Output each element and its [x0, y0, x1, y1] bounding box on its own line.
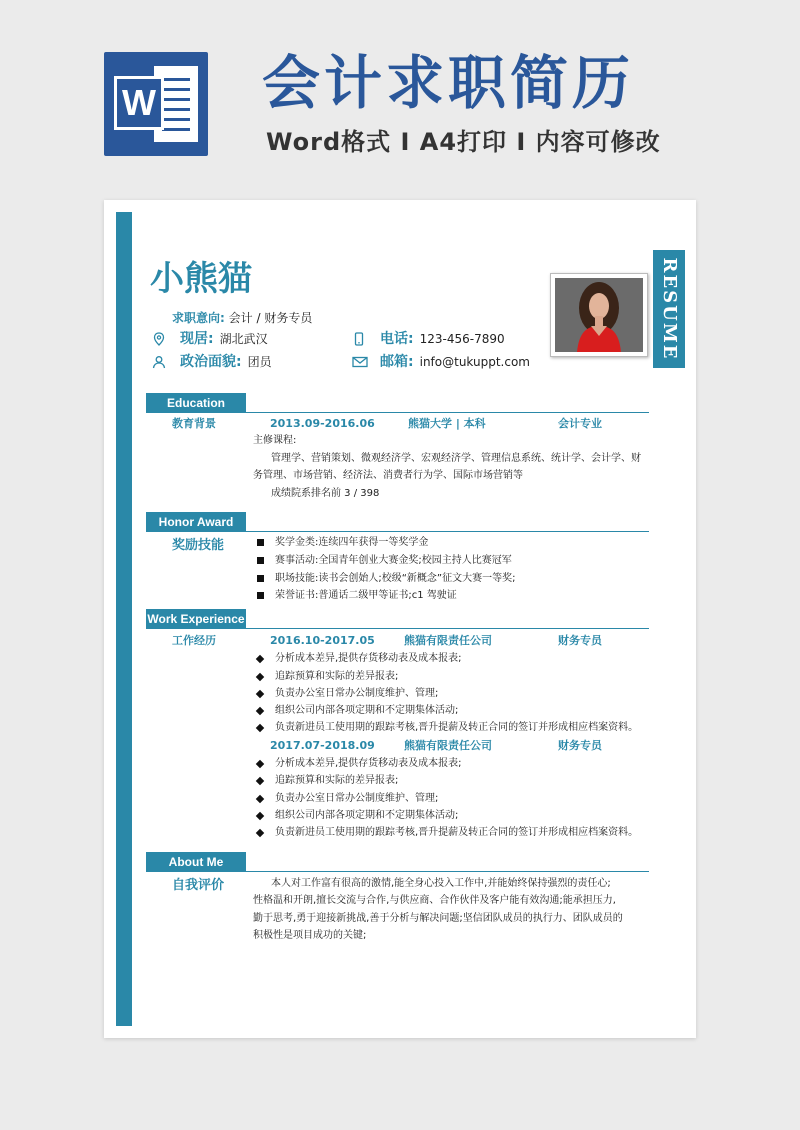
job-period: 2016.10-2017.05 [270, 634, 375, 647]
about-text: 本人对工作富有很高的激情,能全身心投入工作中,并能始终保持强烈的责任心; [271, 878, 611, 889]
word-icon [104, 52, 208, 156]
award-divider [146, 531, 649, 532]
resume-tab-label: RESUME [659, 257, 680, 361]
phone-value: 123-456-7890 [419, 332, 505, 346]
work-label: 工作经历 [172, 634, 216, 647]
job-intent-label: 求职意向: [172, 311, 225, 325]
email-label: 邮箱: [380, 354, 414, 370]
award-heading: Honor Award [146, 512, 246, 532]
job-duty: 组织公司内部各项定期和不定期集体活动; [253, 808, 458, 824]
job-duty: 负责新进员工使用期的跟踪考核,晋升提薪及转正合同的签订并形成相应档案资料。 [253, 720, 638, 736]
politics-value: 团员 [247, 355, 272, 369]
award-item: 奖学金类:连续四年获得一等奖学金 [253, 535, 428, 551]
about-text: 性格温和开朗,擅长交流与合作,与供应商、合作伙伴及客户能有效沟通;能承担压力, [253, 895, 616, 906]
politics-row [152, 353, 272, 371]
politics-label: 政治面貌: [180, 354, 242, 370]
education-divider [146, 412, 649, 413]
about-label: 自我评价 [172, 878, 225, 893]
education-major: 会计专业 [558, 417, 602, 430]
job-duty: 追踪预算和实际的差异报表; [253, 773, 398, 789]
education-label: 教育背景 [172, 417, 216, 430]
job-title: 财务专员 [558, 634, 602, 647]
education-school: 熊猫大学 | 本科 [408, 417, 486, 430]
work-heading: Work Experience [146, 609, 246, 629]
job-duty: 分析成本差异,提供存货移动表及成本报表; [253, 756, 462, 772]
resume-tab [653, 250, 685, 368]
job-intent-value: 会计 / 财务专员 [228, 311, 313, 325]
candidate-name: 小熊猫 [150, 259, 252, 299]
word-letter: W [114, 76, 164, 130]
job-duty: 分析成本差异,提供存货移动表及成本报表; [253, 651, 462, 667]
award-label: 奖励技能 [172, 538, 225, 553]
job-company: 熊猫有限责任公司 [404, 634, 492, 647]
profile-photo [550, 273, 648, 357]
portrait-image [555, 278, 643, 352]
about-divider [146, 871, 649, 872]
job-company: 熊猫有限责任公司 [404, 739, 492, 752]
job-duty: 负责办公室日常办公制度维护、管理; [253, 791, 438, 807]
about-text: 积极性是项目成功的关键; [253, 930, 367, 941]
courses-title: 主修课程: [253, 435, 297, 446]
page-subtitle: Word格式 I A4打印 I 内容可修改 [266, 128, 661, 156]
job-intent [172, 309, 312, 327]
job-title: 财务专员 [558, 739, 602, 752]
courses-line: 务管理、市场营销、经济法、消费者行为学、国际市场营销等 [253, 470, 523, 481]
location-row [152, 330, 268, 348]
email-row [352, 353, 530, 371]
mail-icon [352, 355, 366, 369]
about-text: 勤于思考,勇于迎接新挑战,善于分析与解决问题;坚信团队成员的执行力、团队成员的 [253, 913, 623, 924]
left-accent-bar [116, 212, 132, 1026]
phone-icon [352, 332, 366, 346]
email-value: info@tukuppt.com [419, 355, 530, 369]
job-period: 2017.07-2018.09 [270, 739, 375, 752]
work-divider [146, 628, 649, 629]
award-item: 职场技能:读书会创始人;校级“新概念”征文大赛一等奖; [253, 571, 515, 587]
award-item: 赛事活动:全国青年创业大赛金奖;校园主持人比赛冠军 [253, 553, 512, 569]
job-duty: 负责新进员工使用期的跟踪考核,晋升提薪及转正合同的签订并形成相应档案资料。 [253, 825, 638, 841]
education-heading: Education [146, 393, 246, 413]
education-period: 2013.09-2016.06 [270, 417, 375, 430]
about-heading: About Me [146, 852, 246, 872]
promo-header [0, 0, 800, 190]
job-duty: 追踪预算和实际的差异报表; [253, 669, 398, 685]
location-value: 湖北武汉 [219, 332, 268, 346]
education-rank: 成绩院系排名前 3 / 398 [271, 488, 380, 499]
job-duty: 负责办公室日常办公制度维护、管理; [253, 686, 438, 702]
courses-line: 管理学、营销策划、微观经济学、宏观经济学、管理信息系统、统计学、会计学、财 [271, 453, 641, 464]
phone-label: 电话: [380, 331, 414, 347]
job-duty: 组织公司内部各项定期和不定期集体活动; [253, 703, 458, 719]
award-item: 荣誉证书:普通话二级甲等证书;c1 驾驶证 [253, 588, 457, 604]
user-icon [152, 355, 166, 369]
phone-row [352, 330, 505, 348]
location-pin-icon [152, 332, 166, 346]
location-label: 现居: [180, 331, 214, 347]
page-title: 会计求职简历 [262, 49, 635, 117]
